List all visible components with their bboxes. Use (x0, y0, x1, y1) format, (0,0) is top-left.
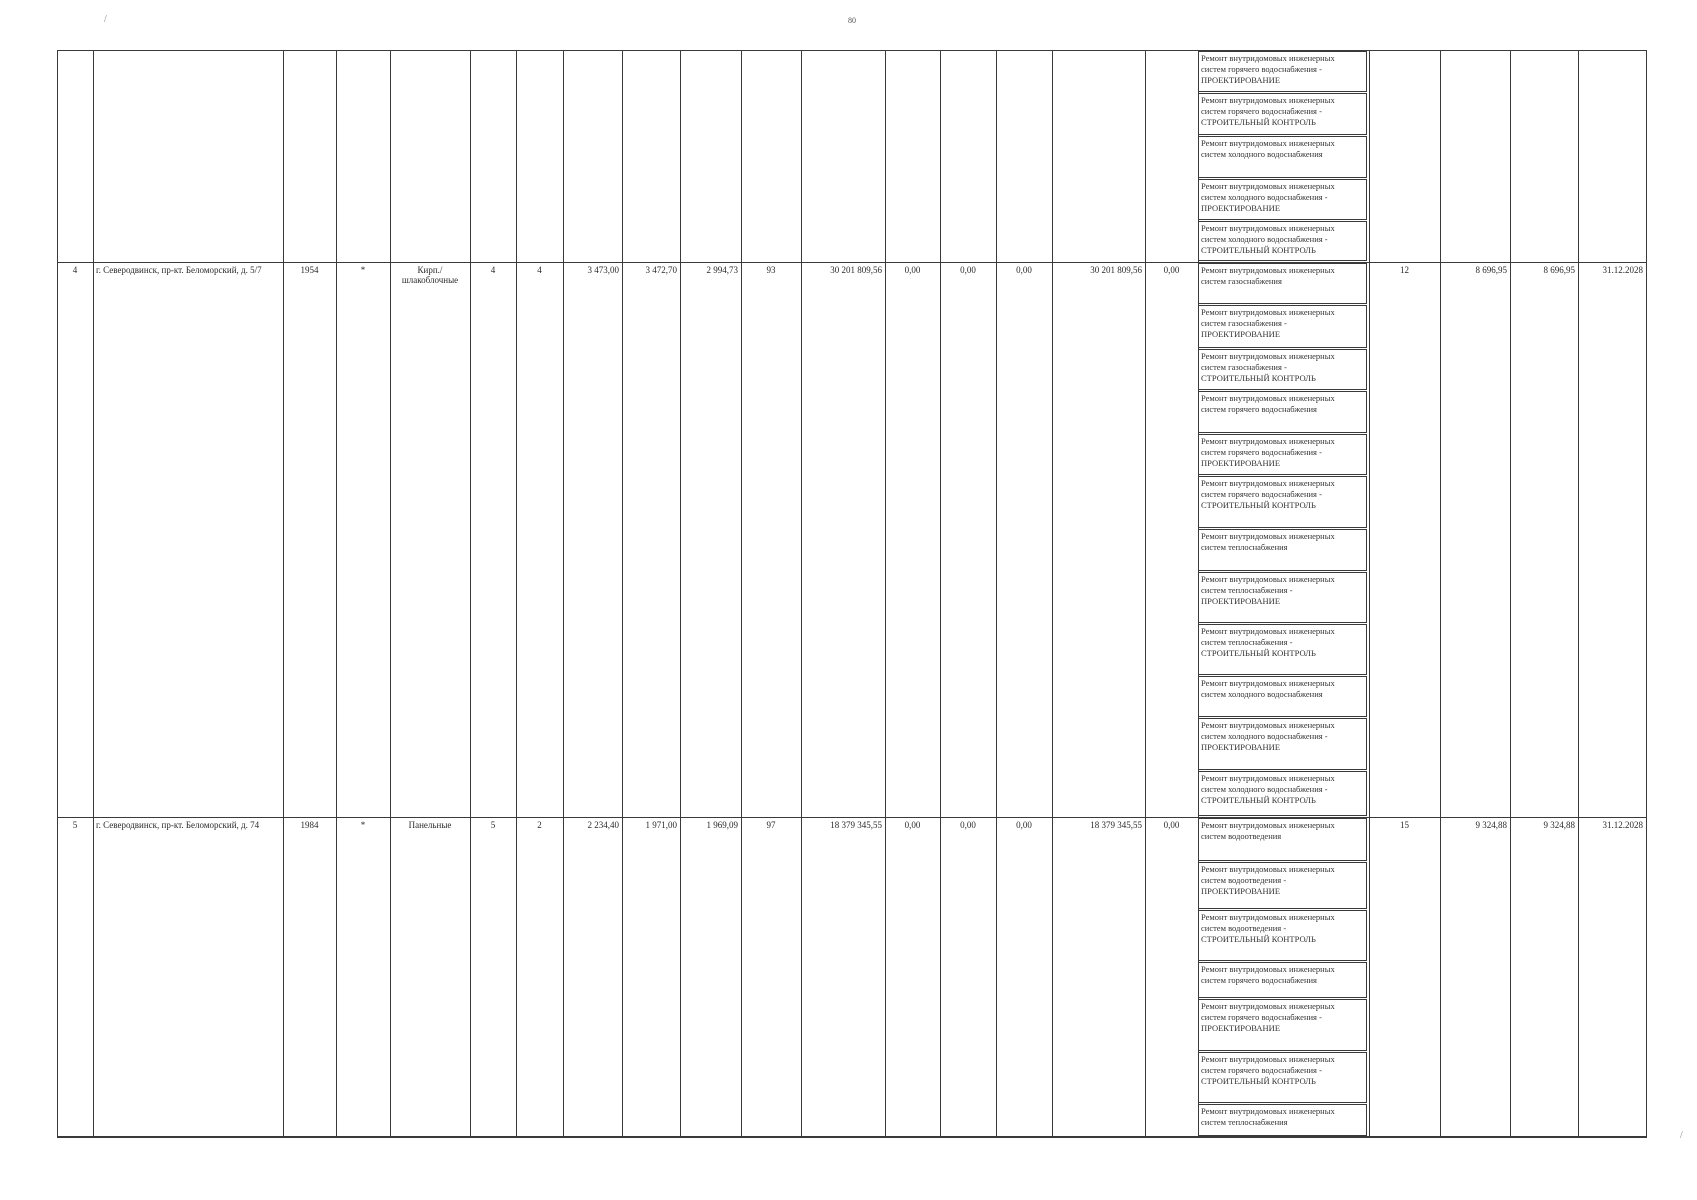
row-divider (57, 817, 1647, 818)
deadline-cell: 31.12.2028 (1602, 265, 1643, 275)
column-divider (741, 50, 742, 1136)
column-divider (1369, 50, 1370, 1136)
work-item (1198, 999, 1367, 1051)
work-item (1198, 476, 1367, 528)
work-item-text: Ремонт внутридомовых инженерных (1201, 181, 1335, 191)
work-item-text: Ремонт внутридомовых инженерных (1201, 820, 1335, 830)
work-item-text: Ремонт внутридомовых инженерных (1201, 626, 1335, 636)
scan-mark: / (1680, 1130, 1683, 1141)
work-item-text: систем газоснабжения - (1201, 362, 1287, 372)
column-divider (1510, 50, 1511, 1136)
year-cell: 1984 (300, 820, 319, 830)
column-divider (57, 50, 58, 1136)
cost-fund-cell: 0,00 (904, 820, 921, 830)
work-item-text: Ремонт внутридомовых инженерных (1201, 223, 1335, 233)
unit-cost-cell: 9 324,88 (1475, 820, 1507, 830)
work-item (1198, 1052, 1367, 1103)
work-item (1198, 263, 1367, 304)
work-item (1198, 572, 1367, 623)
work-item-text: СТРОИТЕЛЬНЫЙ КОНТРОЛЬ (1201, 117, 1316, 127)
year-cell: 1954 (300, 265, 319, 275)
column-divider (1440, 50, 1441, 1136)
work-item-text: систем горячего водоснабжения - (1201, 1012, 1322, 1022)
column-divider (940, 50, 941, 1136)
column-divider (283, 50, 284, 1136)
unit-cost-limit-cell: 9 324,88 (1543, 820, 1575, 830)
column-divider (390, 50, 391, 1136)
wall-material-cell: Панельные (408, 820, 452, 830)
work-item (1198, 51, 1367, 92)
address-cell: г. Северодвинск, пр-кт. Беломорский, д. 5/7 (96, 265, 262, 275)
work-item (1198, 349, 1367, 390)
work-item (1198, 862, 1367, 909)
work-item-text: Ремонт внутридомовых инженерных (1201, 574, 1335, 584)
unit-cost-cell: 8 696,95 (1475, 265, 1507, 275)
mark-cell: * (360, 820, 366, 830)
work-item-text: Ремонт внутридомовых инженерных (1201, 720, 1335, 730)
row-divider (57, 262, 1647, 263)
entrances-cell: 2 (537, 820, 542, 830)
work-item-text: СТРОИТЕЛЬНЫЙ КОНТРОЛЬ (1201, 373, 1316, 383)
work-item-text: систем теплоснабжения (1201, 1117, 1288, 1127)
work-item-text: систем горячего водоснабжения - (1201, 64, 1322, 74)
entrances-cell: 4 (537, 265, 542, 275)
column-divider (1145, 50, 1146, 1136)
work-item-text: СТРОИТЕЛЬНЫЙ КОНТРОЛЬ (1201, 1076, 1316, 1086)
wall-material-cell: шлакоблочные (401, 275, 459, 285)
work-item-text: систем холодного водоснабжения - (1201, 784, 1328, 794)
work-item (1198, 391, 1367, 433)
cost-total-cell: 30 201 809,56 (830, 265, 882, 275)
cost-total-cell: 18 379 345,55 (830, 820, 882, 830)
work-item-text: СТРОИТЕЛЬНЫЙ КОНТРОЛЬ (1201, 500, 1316, 510)
work-item-text: ПРОЕКТИРОВАНИЕ (1201, 1023, 1281, 1033)
total-area-cell: 3 473,00 (587, 265, 619, 275)
work-item-text: ПРОЕКТИРОВАНИЕ (1201, 458, 1281, 468)
area-residential-cell: 1 969,09 (706, 820, 738, 830)
work-item-text: СТРОИТЕЛЬНЫЙ КОНТРОЛЬ (1201, 934, 1316, 944)
work-item-text: систем теплоснабжения - (1201, 585, 1293, 595)
cost-other-cell: 0,00 (1163, 265, 1180, 275)
work-item-text: систем горячего водоснабжения (1201, 404, 1317, 414)
work-item (1198, 910, 1367, 961)
work-item-text: систем теплоснабжения (1201, 542, 1288, 552)
work-item-text: систем горячего водоснабжения - (1201, 106, 1322, 116)
work-item-text: СТРОИТЕЛЬНЫЙ КОНТРОЛЬ (1201, 648, 1316, 658)
work-item (1198, 771, 1367, 816)
work-item-text: Ремонт внутридомовых инженерных (1201, 53, 1335, 63)
work-item-text: систем горячего водоснабжения (1201, 975, 1317, 985)
work-item-text: ПРОЕКТИРОВАНИЕ (1201, 329, 1281, 339)
work-item-text: систем холодного водоснабжения - (1201, 234, 1328, 244)
work-item (1198, 676, 1367, 717)
column-divider (996, 50, 997, 1136)
work-item-text: ПРОЕКТИРОВАНИЕ (1201, 886, 1281, 896)
wall-material-cell: Кирп./ (417, 265, 443, 275)
column-divider (622, 50, 623, 1136)
work-item (1198, 93, 1367, 135)
works-count-cell: 15 (1400, 820, 1409, 830)
work-item-text: Ремонт внутридомовых инженерных (1201, 964, 1335, 974)
cost-regional-cell: 0,00 (960, 265, 976, 275)
work-item-text: Ремонт внутридомовых инженерных (1201, 307, 1335, 317)
work-item (1198, 1104, 1367, 1136)
work-item-text: ПРОЕКТИРОВАНИЕ (1201, 75, 1281, 85)
work-item-text: систем горячего водоснабжения - (1201, 489, 1322, 499)
work-item-text: систем холодного водоснабжения - (1201, 192, 1328, 202)
work-item (1198, 221, 1367, 261)
column-divider (93, 50, 94, 1136)
work-item-text: Ремонт внутридомовых инженерных (1201, 393, 1335, 403)
work-item-text: систем горячего водоснабжения - (1201, 1065, 1322, 1075)
work-item-text: систем газоснабжения (1201, 276, 1282, 286)
floors-cell: 4 (490, 265, 496, 275)
work-item (1198, 179, 1367, 220)
column-divider (516, 50, 517, 1136)
row-number: 4 (72, 265, 78, 275)
work-item-text: Ремонт внутридомовых инженерных (1201, 1106, 1335, 1116)
unit-cost-limit-cell: 8 696,95 (1543, 265, 1575, 275)
page-number: 80 (848, 16, 856, 25)
work-item (1198, 305, 1367, 348)
cost-regional-cell: 0,00 (960, 820, 976, 830)
column-divider (1646, 50, 1647, 1136)
work-item-text: систем теплоснабжения - (1201, 637, 1293, 647)
work-item-text: Ремонт внутридомовых инженерных (1201, 265, 1335, 275)
work-item-text: систем водоотведения - (1201, 923, 1287, 933)
work-item-text: Ремонт внутридомовых инженерных (1201, 864, 1335, 874)
work-item (1198, 624, 1367, 675)
work-item-text: ПРОЕКТИРОВАНИЕ (1201, 203, 1281, 213)
area-residential-cell: 2 994,73 (706, 265, 738, 275)
column-divider (680, 50, 681, 1136)
work-item-text: систем водоотведения - (1201, 875, 1287, 885)
work-item-text: систем холодного водоснабжения (1201, 689, 1323, 699)
work-item-text: Ремонт внутридомовых инженерных (1201, 1054, 1335, 1064)
work-item (1198, 529, 1367, 571)
column-divider (563, 50, 564, 1136)
row-number: 5 (72, 820, 78, 830)
residents-cell: 93 (766, 265, 776, 275)
scan-mark: / (104, 14, 107, 25)
column-divider (1578, 50, 1579, 1136)
work-item-text: Ремонт внутридомовых инженерных (1201, 531, 1335, 541)
work-item-text: систем холодного водоснабжения (1201, 149, 1323, 159)
residents-cell: 97 (766, 820, 776, 830)
work-item-text: систем холодного водоснабжения - (1201, 731, 1328, 741)
cost-owners-cell: 18 379 345,55 (1090, 820, 1142, 830)
cost-local-cell: 0,00 (1016, 820, 1032, 830)
total-area-cell: 2 234,40 (587, 820, 619, 830)
work-item-text: Ремонт внутридомовых инженерных (1201, 912, 1335, 922)
work-item-text: СТРОИТЕЛЬНЫЙ КОНТРОЛЬ (1201, 795, 1316, 805)
table-bottom-border (57, 1136, 1647, 1138)
cost-local-cell: 0,00 (1016, 265, 1032, 275)
column-divider (885, 50, 886, 1136)
work-item-text: Ремонт внутридомовых инженерных (1201, 95, 1335, 105)
address-cell: г. Северодвинск, пр-кт. Беломорский, д. 74 (96, 820, 260, 830)
mark-cell: * (360, 265, 366, 275)
work-item (1198, 818, 1367, 861)
works-count-cell: 12 (1400, 265, 1409, 275)
work-item-text: Ремонт внутридомовых инженерных (1201, 478, 1335, 488)
work-item-text: Ремонт внутридомовых инженерных (1201, 1001, 1335, 1011)
floors-cell: 5 (490, 820, 496, 830)
work-item-text: Ремонт внутридомовых инженерных (1201, 773, 1335, 783)
work-item (1198, 718, 1367, 770)
work-item-text: Ремонт внутридомовых инженерных (1201, 436, 1335, 446)
area-premises-cell: 3 472,70 (645, 265, 677, 275)
column-divider (470, 50, 471, 1136)
cost-owners-cell: 30 201 809,56 (1090, 265, 1142, 275)
row-divider (57, 50, 1647, 51)
work-item-text: ПРОЕКТИРОВАНИЕ (1201, 742, 1281, 752)
work-item-text: систем газоснабжения - (1201, 318, 1287, 328)
deadline-cell: 31.12.2028 (1602, 820, 1643, 830)
work-item-text: Ремонт внутридомовых инженерных (1201, 678, 1335, 688)
work-item-text: Ремонт внутридомовых инженерных (1201, 351, 1335, 361)
column-divider (336, 50, 337, 1136)
column-divider (801, 50, 802, 1136)
cost-other-cell: 0,00 (1163, 820, 1180, 830)
column-divider (1052, 50, 1053, 1136)
work-item-text: ПРОЕКТИРОВАНИЕ (1201, 596, 1281, 606)
work-item-text: СТРОИТЕЛЬНЫЙ КОНТРОЛЬ (1201, 245, 1316, 255)
cost-fund-cell: 0,00 (904, 265, 921, 275)
work-item (1198, 962, 1367, 998)
work-item-text: систем горячего водоснабжения - (1201, 447, 1322, 457)
work-item-text: Ремонт внутридомовых инженерных (1201, 138, 1335, 148)
work-item (1198, 434, 1367, 475)
work-item (1198, 136, 1367, 178)
work-item-text: систем водоотведения (1201, 831, 1282, 841)
area-premises-cell: 1 971,00 (645, 820, 677, 830)
